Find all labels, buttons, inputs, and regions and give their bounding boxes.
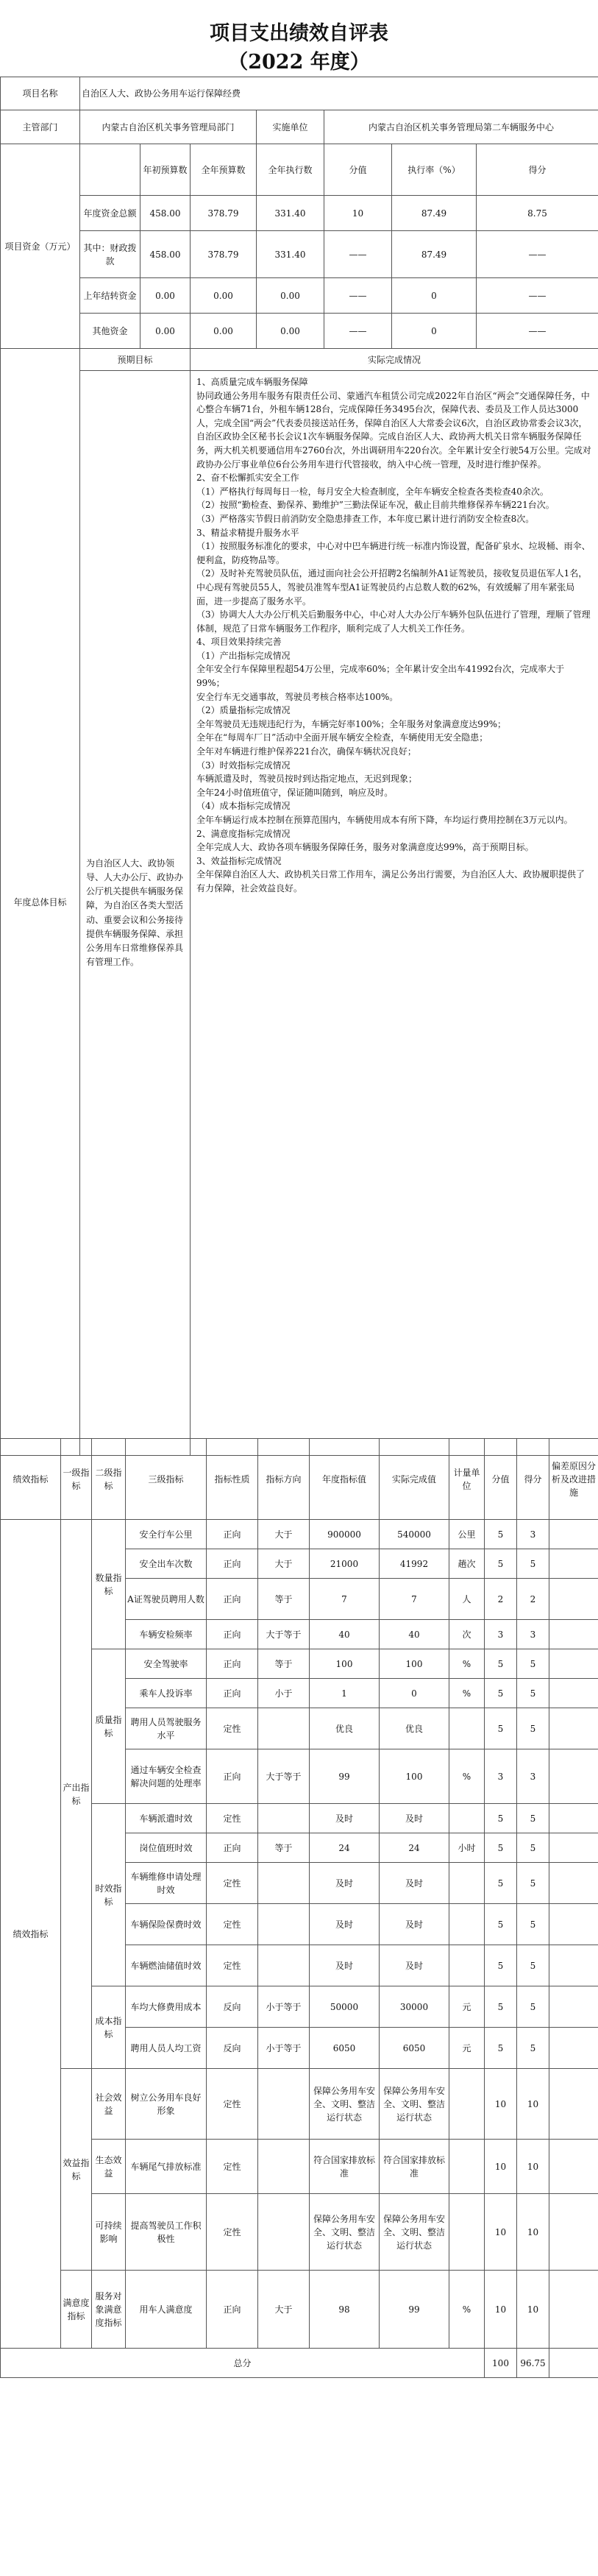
kpi-actual: 30000 xyxy=(380,1986,449,2028)
funds-header-initial: 年初预算数 xyxy=(140,144,191,196)
kpi-level1: 效益指标 xyxy=(61,2069,92,2271)
kpi-level3: 安全行车公里 xyxy=(126,1520,207,1549)
funds-row-score: —— xyxy=(477,231,598,278)
kpi-actual: 100 xyxy=(380,1749,449,1804)
kpi-score: 3 xyxy=(517,1620,549,1649)
kpi-nature: 反向 xyxy=(207,2028,258,2069)
kpi-header-nature: 指标性质 xyxy=(207,1439,258,1520)
kpi-score: 10 xyxy=(517,2271,549,2349)
kpi-direction: 大于 xyxy=(258,2271,310,2349)
kpi-actual: 0 xyxy=(380,1679,449,1708)
kpi-nature: 定性 xyxy=(207,1708,258,1749)
kpi-actual: 符合国家排放标准 xyxy=(380,2140,449,2194)
goals-actual-paragraph: 车辆派遣及时，驾驶员按时到达指定地点，无迟到现象； xyxy=(196,774,418,785)
funds-row xyxy=(1,196,598,231)
kpi-score: 5 xyxy=(517,1708,549,1749)
kpi-actual: 及时 xyxy=(380,1804,449,1833)
impl-unit-label: 实施单位 xyxy=(257,110,324,144)
kpi-unit: 元 xyxy=(449,2028,485,2069)
goals-actual-paragraph: 全年车辆运行成本控制在预算范围内，车辆使用成本有所下降，车均运行费用控制在3万元以内。 xyxy=(196,815,573,825)
kpi-level3: 安全出车次数 xyxy=(126,1549,207,1579)
kpi-header-direction: 指标方向 xyxy=(258,1439,310,1520)
goals-label: 年度总体目标 xyxy=(1,349,80,1456)
kpi-header-level1: 一级指标 xyxy=(61,1439,92,1520)
kpi-actual: 7 xyxy=(380,1579,449,1620)
kpi-target: 50000 xyxy=(310,1986,380,2028)
funds-row-name: 年度资金总额 xyxy=(80,196,140,231)
kpi-unit: 人 xyxy=(449,1579,485,1620)
goals-actual-paragraph: 全年在“每周车厂日”活动中全面开展车辆安全检查，车辆使用无安全隐患； xyxy=(196,732,488,743)
kpi-unit xyxy=(449,2194,485,2271)
funds-header-executed: 全年执行数 xyxy=(257,144,324,196)
kpi-direction xyxy=(258,1863,310,1904)
kpi-total-deviation xyxy=(549,2349,598,2378)
kpi-level3: 车辆尾气排放标准 xyxy=(126,2140,207,2194)
funds-row-initial: 458.00 xyxy=(140,231,191,278)
kpi-level3: 用车人满意度 xyxy=(126,2271,207,2349)
funds-row-score: —— xyxy=(477,278,598,314)
kpi-actual: 保障公务用车安全、文明、整洁运行状态 xyxy=(380,2194,449,2271)
document-title xyxy=(0,19,598,77)
summary-table xyxy=(0,77,598,1456)
funds-row-executed: 331.40 xyxy=(257,231,324,278)
kpi-nature: 定性 xyxy=(207,2194,258,2271)
kpi-score: 5 xyxy=(517,1863,549,1904)
funds-row-name: 上年结转资金 xyxy=(80,278,140,314)
kpi-actual: 41992 xyxy=(380,1549,449,1579)
goals-actual-paragraph: 1、高质量完成车辆服务保障 xyxy=(196,377,308,387)
kpi-level3: 车辆保险保费时效 xyxy=(126,1904,207,1945)
dept-label: 主管部门 xyxy=(1,110,80,144)
kpi-row xyxy=(1,2271,598,2349)
kpi-deviation xyxy=(549,1579,598,1620)
kpi-unit xyxy=(449,2140,485,2194)
kpi-score: 5 xyxy=(517,1904,549,1945)
kpi-nature: 定性 xyxy=(207,2069,258,2140)
kpi-score: 3 xyxy=(517,1520,549,1549)
kpi-target: 98 xyxy=(310,2271,380,2349)
funds-row-annual: 378.79 xyxy=(191,231,257,278)
kpi-nature: 定性 xyxy=(207,1804,258,1833)
kpi-header-actual: 实际完成值 xyxy=(380,1439,449,1520)
impl-unit-value: 内蒙古自治区机关事务管理局第二车辆服务中心 xyxy=(324,110,598,144)
kpi-actual: 及时 xyxy=(380,1904,449,1945)
funds-row-executed: 0.00 xyxy=(257,314,324,349)
kpi-score: 5 xyxy=(517,1649,549,1679)
kpi-score: 5 xyxy=(517,1945,549,1986)
kpi-header-level3: 三级指标 xyxy=(126,1439,207,1520)
funds-header-rate: 执行率（%） xyxy=(392,144,477,196)
kpi-actual: 及时 xyxy=(380,1945,449,1986)
kpi-header-target: 年度指标值 xyxy=(310,1439,380,1520)
kpi-score-value: 5 xyxy=(485,1986,517,2028)
kpi-row xyxy=(1,2069,598,2140)
goals-actual-list xyxy=(196,375,592,896)
kpi-level2: 数量指标 xyxy=(92,1520,126,1649)
kpi-target: 符合国家排放标准 xyxy=(310,2140,380,2194)
kpi-direction xyxy=(258,1945,310,1986)
kpi-score: 2 xyxy=(517,1579,549,1620)
kpi-deviation xyxy=(549,1749,598,1804)
kpi-table xyxy=(0,1438,598,2378)
kpi-score-value: 10 xyxy=(485,2140,517,2194)
funds-label: 项目资金（万元） xyxy=(1,144,80,349)
kpi-deviation xyxy=(549,2194,598,2271)
kpi-score-value: 10 xyxy=(485,2069,517,2140)
kpi-nature: 正向 xyxy=(207,1833,258,1863)
kpi-actual: 24 xyxy=(380,1833,449,1863)
kpi-score-value: 5 xyxy=(485,2028,517,2069)
kpi-level3: 聘用人员驾驶服务水平 xyxy=(126,1708,207,1749)
goals-actual-paragraph: （2）按照“勤检查、勤保养、勤维护”三勤法保证车况，截止目前共维修保养车辆221台次。 xyxy=(196,500,555,511)
kpi-nature: 正向 xyxy=(207,1679,258,1708)
funds-row-name: 其中：财政拨款 xyxy=(80,231,140,278)
kpi-unit: % xyxy=(449,2271,485,2349)
kpi-score-value: 10 xyxy=(485,2194,517,2271)
funds-row-executed: 0.00 xyxy=(257,278,324,314)
kpi-score-value: 5 xyxy=(485,1520,517,1549)
kpi-row xyxy=(1,1520,598,1549)
kpi-actual: 40 xyxy=(380,1620,449,1649)
kpi-level2: 成本指标 xyxy=(92,1986,126,2069)
kpi-actual: 99 xyxy=(380,2271,449,2349)
funds-row-rate: 0 xyxy=(392,278,477,314)
kpi-deviation xyxy=(549,1620,598,1649)
goals-expected-label: 预期目标 xyxy=(80,349,191,371)
kpi-direction xyxy=(258,1708,310,1749)
goals-actual-paragraph: 4、项目效果持续完善 xyxy=(196,637,282,648)
project-name-value: 自治区人大、政协公务用车运行保障经费 xyxy=(80,77,598,110)
title-line-2: （2022 年度） xyxy=(228,51,370,74)
kpi-target: 及时 xyxy=(310,1863,380,1904)
kpi-score-value: 5 xyxy=(485,1549,517,1579)
kpi-score: 3 xyxy=(517,1749,549,1804)
kpi-score-value: 3 xyxy=(485,1749,517,1804)
goals-actual-paragraph: 全年24小时值班值守，保证随叫随到，响应及时。 xyxy=(196,787,394,798)
kpi-unit xyxy=(449,1804,485,1833)
kpi-deviation xyxy=(549,2028,598,2069)
kpi-score: 10 xyxy=(517,2140,549,2194)
kpi-target: 100 xyxy=(310,1649,380,1679)
kpi-level3: 车辆派遣时效 xyxy=(126,1804,207,1833)
kpi-score-value: 5 xyxy=(485,1904,517,1945)
kpi-nature: 正向 xyxy=(207,1620,258,1649)
kpi-actual: 540000 xyxy=(380,1520,449,1549)
kpi-header-score: 得分 xyxy=(517,1439,549,1520)
funds-row-score: 8.75 xyxy=(477,196,598,231)
kpi-deviation xyxy=(549,2271,598,2349)
goals-actual-paragraph: （3）严格落实节假日前消防安全隐患排查工作，本年度已累计进行消防安全检查8次。 xyxy=(196,513,535,524)
funds-header-score-value: 分值 xyxy=(324,144,392,196)
goals-content-row xyxy=(1,371,598,1456)
kpi-target: 21000 xyxy=(310,1549,380,1579)
goals-expected: 为自治区人大、政协领导、人大办公厅、政协办公厅机关提供车辆服务保障，为自治区各类大型活动、重要会议和公务接待提供车辆服务保障、承担公务用车日常维修保养具有管理工作。 xyxy=(80,371,191,1456)
kpi-deviation xyxy=(549,1986,598,2028)
funds-row-rate: 87.49 xyxy=(392,231,477,278)
kpi-actual: 6050 xyxy=(380,2028,449,2069)
kpi-unit: 公里 xyxy=(449,1520,485,1549)
kpi-level2: 生态效益 xyxy=(92,2140,126,2194)
kpi-nature: 正向 xyxy=(207,2271,258,2349)
kpi-target: 保障公务用车安全、文明、整洁运行状态 xyxy=(310,2194,380,2271)
kpi-actual: 优良 xyxy=(380,1708,449,1749)
kpi-level3: 车辆燃油储值时效 xyxy=(126,1945,207,1986)
kpi-deviation xyxy=(549,1520,598,1549)
kpi-unit xyxy=(449,2069,485,2140)
kpi-body xyxy=(1,1520,598,2378)
funds-row-rate: 0 xyxy=(392,314,477,349)
kpi-score: 5 xyxy=(517,1833,549,1863)
kpi-target: 及时 xyxy=(310,1904,380,1945)
funds-row xyxy=(1,278,598,314)
goals-actual xyxy=(191,371,598,1456)
kpi-level3: 车均大修费用成本 xyxy=(126,1986,207,2028)
kpi-actual: 及时 xyxy=(380,1863,449,1904)
kpi-score: 5 xyxy=(517,2028,549,2069)
kpi-unit xyxy=(449,1863,485,1904)
kpi-nature: 正向 xyxy=(207,1749,258,1804)
kpi-level2: 质量指标 xyxy=(92,1649,126,1804)
kpi-target: 及时 xyxy=(310,1945,380,1986)
funds-row-rate: 87.49 xyxy=(392,196,477,231)
kpi-score-value: 5 xyxy=(485,1945,517,1986)
funds-row-score-value: —— xyxy=(324,278,392,314)
funds-row-executed: 331.40 xyxy=(257,196,324,231)
kpi-score-value: 5 xyxy=(485,1649,517,1679)
kpi-target: 7 xyxy=(310,1579,380,1620)
kpi-header-section: 绩效指标 xyxy=(1,1439,61,1520)
kpi-deviation xyxy=(549,2140,598,2194)
funds-row-score-value: —— xyxy=(324,314,392,349)
kpi-total-row xyxy=(1,2349,598,2378)
funds-row-score-value: —— xyxy=(324,231,392,278)
goals-actual-paragraph: （2）质量指标完成情况 xyxy=(196,705,291,716)
kpi-score-value: 5 xyxy=(485,1804,517,1833)
funds-row-score-value: 10 xyxy=(324,196,392,231)
kpi-level3: 乘车人投诉率 xyxy=(126,1679,207,1708)
kpi-direction: 小于等于 xyxy=(258,2028,310,2069)
kpi-level2: 可持续影响 xyxy=(92,2194,126,2271)
kpi-score-value: 2 xyxy=(485,1579,517,1620)
kpi-direction: 等于 xyxy=(258,1833,310,1863)
funds-header-blank xyxy=(80,144,140,196)
goals-actual-paragraph: 全年安全行车保障里程超54万公里，完成率60%；全年累计安全出车41992台次，完成率大于99%； xyxy=(196,664,565,689)
kpi-direction xyxy=(258,2140,310,2194)
kpi-deviation xyxy=(549,1904,598,1945)
goals-actual-paragraph: 全年对车辆进行维护保养221台次，确保车辆状况良好； xyxy=(196,746,416,757)
kpi-unit: % xyxy=(449,1749,485,1804)
goals-actual-paragraph: 3、效益指标完成情况 xyxy=(196,855,282,866)
goals-actual-paragraph: （2）及时补充驾驶员队伍，通过面向社会公开招聘2名编制外A1证驾驶员，接收复员退伍军人1名，中心现有驾驶员55人，驾驶员准驾车型A1证驾驶员约占总数人数的62%，有效缓解了用车紧张局面，进一步提高了服务水平。 xyxy=(196,568,588,606)
funds-row-score: —— xyxy=(477,314,598,349)
kpi-deviation xyxy=(549,1945,598,1986)
goals-actual-paragraph: 全年完成人大、政协各项车辆服务保障任务，服务对象满意度达99%，高于预期目标。 xyxy=(196,842,534,853)
goals-actual-paragraph: 协同政通公务用车服务有限责任公司、蒙通汽车租赁公司完成2022年自治区“两会”交通保障任务，中心整合车辆71台，外租车辆128台，完成保障任务3495台次，保障代表、委员及工作人员达3000人，完成全国“两会”代表委员接送站任务，保障自治区人大常委会议6次，自治区政协常委会议3次，自治区政协全区秘书长会议1次车辆服务保障。完成自治区人大、政协两大机关日常车辆服务保障任务，两大机关机要通信用车2760台次，外出调研用车220台次。全年累计安全行驶54万公里。完成对政协办公厅事业单位6台公务用车进行代管接收，纳入中心统一管理，及时进行维护保养。 xyxy=(196,390,591,470)
kpi-deviation xyxy=(549,1863,598,1904)
funds-row-annual: 378.79 xyxy=(191,196,257,231)
kpi-score: 10 xyxy=(517,2069,549,2140)
goals-actual-paragraph: 2、奋不松懈抓实安全工作 xyxy=(196,473,299,484)
goals-actual-paragraph: （1）产出指标完成情况 xyxy=(196,650,291,661)
kpi-unit: 小时 xyxy=(449,1833,485,1863)
kpi-direction xyxy=(258,2194,310,2271)
kpi-section-label: 绩效指标 xyxy=(1,1520,61,2349)
kpi-target: 及时 xyxy=(310,1804,380,1833)
kpi-nature: 定性 xyxy=(207,2140,258,2194)
kpi-unit xyxy=(449,1945,485,1986)
funds-row-annual: 0.00 xyxy=(191,314,257,349)
kpi-score: 10 xyxy=(517,2194,549,2271)
kpi-direction: 等于 xyxy=(258,1579,310,1620)
kpi-score: 5 xyxy=(517,1679,549,1708)
goals-actual-paragraph: （1）按照服务标准化的要求，中心对中巴车辆进行统一标准内饰设置，配备矿泉水、垃圾桶、雨伞、便利盒，防疫物品等。 xyxy=(196,541,591,565)
funds-row-annual: 0.00 xyxy=(191,278,257,314)
kpi-direction: 小于 xyxy=(258,1679,310,1708)
kpi-header-level2: 二级指标 xyxy=(92,1439,126,1520)
goals-actual-paragraph: （3）协调大人大办公厅机关后勤服务中心，中心对人大办公厅车辆外包队伍进行了管理，理顺了管理体制，规范了日常车辆服务工作程序，顺利完成了人大机关工作任务。 xyxy=(196,609,591,634)
kpi-score-value: 10 xyxy=(485,2271,517,2349)
kpi-header-unit: 计量单位 xyxy=(449,1439,485,1520)
goals-actual-paragraph: 全年驾驶员无违规违纪行为，车辆完好率100%；全年服务对象满意度达99%； xyxy=(196,718,506,729)
kpi-nature: 正向 xyxy=(207,1549,258,1579)
goals-actual-paragraph: （1）严格执行每周每日一检，每月安全大检查制度，全年车辆安全检查各类检查40余次。 xyxy=(196,486,549,497)
kpi-direction xyxy=(258,1804,310,1833)
kpi-deviation xyxy=(549,1649,598,1679)
kpi-target: 99 xyxy=(310,1749,380,1804)
kpi-nature: 定性 xyxy=(207,1863,258,1904)
kpi-level3: 安全驾驶率 xyxy=(126,1649,207,1679)
funds-row-initial: 0.00 xyxy=(140,314,191,349)
goals-actual-paragraph: 2、满意度指标完成情况 xyxy=(196,828,291,839)
kpi-target: 40 xyxy=(310,1620,380,1649)
dept-value: 内蒙古自治区机关事务管理局部门 xyxy=(80,110,257,144)
project-name-row xyxy=(1,77,598,110)
kpi-total-score-value: 100 xyxy=(485,2349,517,2378)
kpi-level1: 满意度指标 xyxy=(61,2271,92,2349)
kpi-nature: 定性 xyxy=(207,1904,258,1945)
goals-actual-paragraph: （4）成本指标完成情况 xyxy=(196,801,291,812)
kpi-unit: 趟次 xyxy=(449,1549,485,1579)
kpi-target: 6050 xyxy=(310,2028,380,2069)
kpi-level2: 服务对象满意度指标 xyxy=(92,2271,126,2349)
kpi-unit: 次 xyxy=(449,1620,485,1649)
kpi-score: 5 xyxy=(517,1986,549,2028)
title-line-1: 项目支出绩效自评表 xyxy=(210,22,388,45)
kpi-target: 24 xyxy=(310,1833,380,1863)
goals-header-row xyxy=(1,349,598,371)
funds-row-initial: 458.00 xyxy=(140,196,191,231)
kpi-level1: 产出指标 xyxy=(61,1520,92,2069)
kpi-target: 保障公务用车安全、文明、整洁运行状态 xyxy=(310,2069,380,2140)
kpi-score-value: 5 xyxy=(485,1708,517,1749)
kpi-level3: 岗位值班时效 xyxy=(126,1833,207,1863)
kpi-score-value: 5 xyxy=(485,1833,517,1863)
kpi-unit: % xyxy=(449,1679,485,1708)
kpi-direction: 小于等于 xyxy=(258,1986,310,2028)
kpi-target: 1 xyxy=(310,1679,380,1708)
kpi-unit: % xyxy=(449,1649,485,1679)
funds-header-score: 得分 xyxy=(477,144,598,196)
kpi-deviation xyxy=(549,1708,598,1749)
kpi-direction xyxy=(258,1904,310,1945)
kpi-score-value: 5 xyxy=(485,1679,517,1708)
kpi-level2: 时效指标 xyxy=(92,1804,126,1986)
kpi-direction: 大于等于 xyxy=(258,1749,310,1804)
kpi-unit: 元 xyxy=(449,1986,485,2028)
kpi-deviation xyxy=(549,1833,598,1863)
funds-row xyxy=(1,231,598,278)
kpi-actual: 100 xyxy=(380,1649,449,1679)
kpi-level3: 聘用人员人均工资 xyxy=(126,2028,207,2069)
kpi-level3: 车辆安检频率 xyxy=(126,1620,207,1649)
goals-actual-paragraph: 全年保障自治区人大、政协机关日常工作用车，满足公务出行需要，为自治区人大、政协履职提供了有力保障，社会效益良好。 xyxy=(196,869,585,894)
kpi-target: 900000 xyxy=(310,1520,380,1549)
kpi-level3: A证驾驶员聘用人数 xyxy=(126,1579,207,1620)
kpi-score-value: 5 xyxy=(485,1863,517,1904)
kpi-header-deviation: 偏差原因分析及改进措施 xyxy=(549,1439,598,1520)
funds-row-initial: 0.00 xyxy=(140,278,191,314)
goals-actual-paragraph: 安全行车无交通事故，驾驶员考核合格率达100%。 xyxy=(196,691,399,702)
kpi-nature: 反向 xyxy=(207,1986,258,2028)
project-name-label: 项目名称 xyxy=(1,77,80,110)
kpi-level2: 社会效益 xyxy=(92,2069,126,2140)
funds-row-name: 其他资金 xyxy=(80,314,140,349)
kpi-total-score: 96.75 xyxy=(517,2349,549,2378)
kpi-unit xyxy=(449,1904,485,1945)
kpi-level3: 树立公务用车良好形象 xyxy=(126,2069,207,2140)
kpi-level3: 提高驾驶员工作积极性 xyxy=(126,2194,207,2271)
kpi-deviation xyxy=(549,1679,598,1708)
kpi-unit xyxy=(449,1708,485,1749)
kpi-direction: 大于 xyxy=(258,1549,310,1579)
kpi-header-row xyxy=(1,1439,598,1520)
goals-actual-label: 实际完成情况 xyxy=(191,349,598,371)
kpi-direction: 等于 xyxy=(258,1649,310,1679)
kpi-deviation xyxy=(549,1804,598,1833)
kpi-header-score-value: 分值 xyxy=(485,1439,517,1520)
goals-actual-paragraph: （3）时效指标完成情况 xyxy=(196,760,291,771)
kpi-level3: 车辆维修申请处理时效 xyxy=(126,1863,207,1904)
kpi-nature: 正向 xyxy=(207,1579,258,1620)
funds-header-row xyxy=(1,144,598,196)
kpi-total-label: 总分 xyxy=(1,2349,485,2378)
kpi-direction xyxy=(258,2069,310,2140)
kpi-direction: 大于等于 xyxy=(258,1620,310,1649)
kpi-actual: 保障公务用车安全、文明、整洁运行状态 xyxy=(380,2069,449,2140)
funds-row xyxy=(1,314,598,349)
kpi-score-value: 3 xyxy=(485,1620,517,1649)
kpi-nature: 正向 xyxy=(207,1520,258,1549)
kpi-nature: 定性 xyxy=(207,1945,258,1986)
kpi-deviation xyxy=(549,2069,598,2140)
funds-header-annual: 全年预算数 xyxy=(191,144,257,196)
goals-actual-paragraph: 3、精益求精提升服务水平 xyxy=(196,527,299,538)
kpi-target: 优良 xyxy=(310,1708,380,1749)
kpi-level3: 通过车辆安全检查解决问题的处理率 xyxy=(126,1749,207,1804)
kpi-deviation xyxy=(549,1549,598,1579)
kpi-score: 5 xyxy=(517,1804,549,1833)
kpi-nature: 正向 xyxy=(207,1649,258,1679)
dept-row xyxy=(1,110,598,144)
kpi-direction: 大于 xyxy=(258,1520,310,1549)
kpi-score: 5 xyxy=(517,1549,549,1579)
